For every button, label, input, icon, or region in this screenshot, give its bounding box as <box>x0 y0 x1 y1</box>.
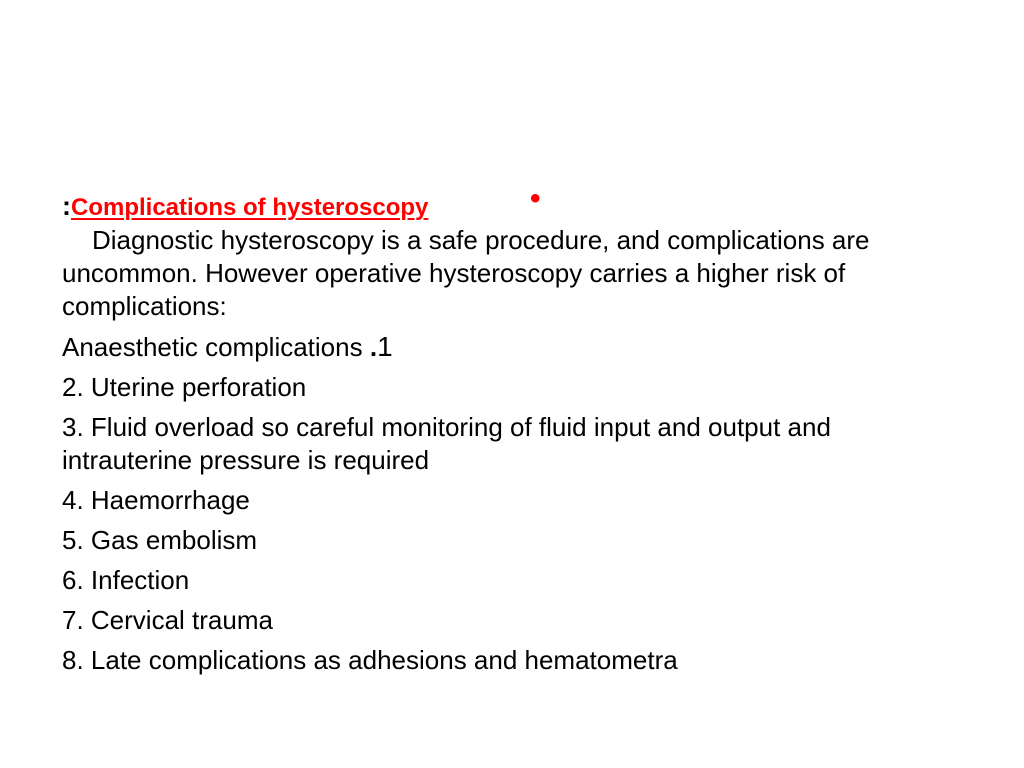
list-item-text: 3. Fluid overload so careful monitoring of fluid input and output and <box>62 412 831 442</box>
list-item-dot: . <box>369 332 378 362</box>
slide-content <box>62 182 962 677</box>
heading-line <box>62 182 962 224</box>
list-item-haemorrhage: 4. Haemorrhage <box>62 485 250 515</box>
list-item-late-complications: 8. Late complications as adhesions and hematometra <box>62 645 678 675</box>
list-item-gas-embolism: 5. Gas embolism <box>62 525 258 555</box>
list-item-cervical-trauma: 7. Cervical trauma <box>62 605 273 635</box>
list-item-infection: 6. Infection <box>62 565 190 595</box>
bullet-icon: • <box>530 182 541 215</box>
list-item-text-cont: intrauterine pressure is required <box>62 445 430 475</box>
slide-heading: Complications of hysteroscopy <box>71 194 429 221</box>
list-item-anaesthetic <box>62 330 962 364</box>
list-item-number: 1 <box>377 331 393 362</box>
heading-colon: : <box>62 191 71 221</box>
intro-paragraph: Diagnostic hysteroscopy is a safe procedure, and complications are uncommon. However operative hysteroscopy carries a higher risk of complications: <box>62 225 870 321</box>
list-item-text: Anaesthetic complications <box>62 332 363 362</box>
list-item-perforation: 2. Uterine perforation <box>62 372 307 402</box>
list-item-fluid-overload <box>62 411 962 477</box>
